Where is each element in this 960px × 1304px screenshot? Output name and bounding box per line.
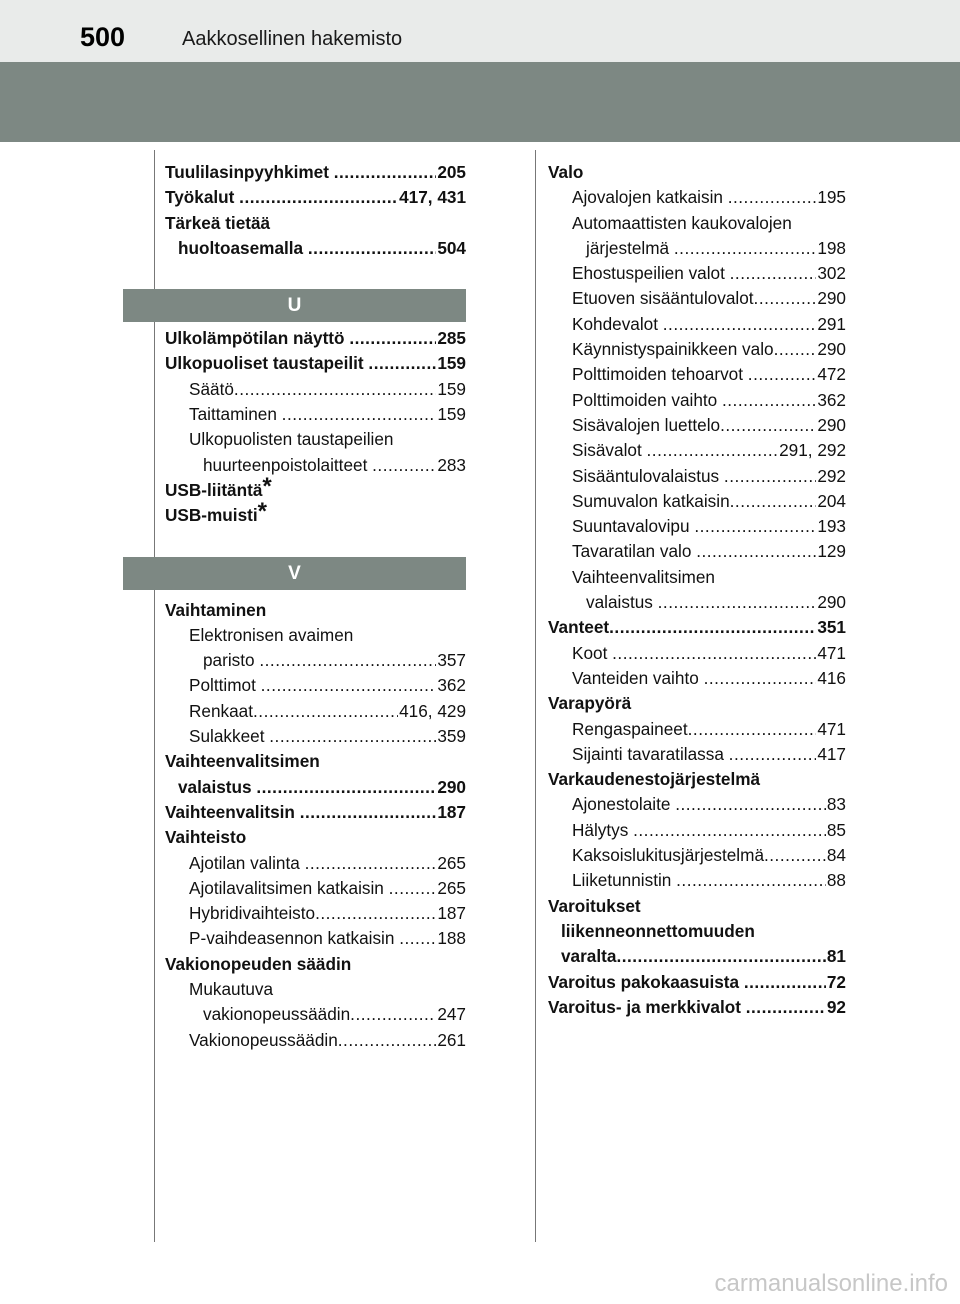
index-entry[interactable] xyxy=(548,565,846,590)
dot-leader xyxy=(253,699,398,724)
index-entry[interactable] xyxy=(165,598,466,623)
entry-text: Polttimoiden vaihto xyxy=(572,389,722,410)
dot-leader xyxy=(675,792,826,817)
dot-leader xyxy=(729,742,817,767)
entry-page-number: 290 xyxy=(437,776,466,797)
index-entry[interactable] xyxy=(165,1028,466,1053)
entry-page-number: 290 xyxy=(817,592,846,613)
index-entry[interactable] xyxy=(548,388,846,413)
index-entry[interactable] xyxy=(165,623,466,648)
entry-text: Vakionopeussäädin xyxy=(189,1029,338,1050)
entry-page-number: 504 xyxy=(437,237,466,258)
index-entry[interactable] xyxy=(548,236,846,261)
index-entry[interactable] xyxy=(165,901,466,926)
index-entry[interactable] xyxy=(165,648,466,673)
entry-text: Työkalut xyxy=(165,187,240,208)
entry-page-number: 285 xyxy=(437,328,466,349)
entries-t xyxy=(165,160,466,261)
index-entry[interactable] xyxy=(548,894,846,919)
entry-page-number: 283 xyxy=(437,454,466,475)
index-entry[interactable] xyxy=(548,489,846,514)
entry-text: Sijainti tavaratilassa xyxy=(572,743,729,764)
entry-text: Vaihteenvalitsimen xyxy=(572,566,715,587)
header-bar xyxy=(0,0,960,62)
entry-page-number: 357 xyxy=(437,650,466,671)
entry-text: Ulkopuoliset taustapeilit xyxy=(165,353,369,374)
entry-text: Polttimoiden tehoarvot xyxy=(572,364,748,385)
dot-leader xyxy=(764,843,826,868)
entry-text: valaistus xyxy=(178,776,257,797)
entry-page-number: 290 xyxy=(817,414,846,435)
index-entry[interactable] xyxy=(548,868,846,893)
index-column-left xyxy=(165,160,466,1053)
dot-leader xyxy=(259,648,436,673)
dot-leader xyxy=(389,876,437,901)
entry-text: Sisääntulovalaistus xyxy=(572,465,724,486)
entry-page-number: 292 xyxy=(817,465,846,486)
entry-page-number: 472 xyxy=(817,364,846,385)
index-entry[interactable] xyxy=(165,800,466,825)
entry-text: järjestelmä xyxy=(586,237,674,258)
index-entry[interactable] xyxy=(548,792,846,817)
entry-page-number: 290 xyxy=(817,339,846,360)
dot-leader xyxy=(676,868,826,893)
dot-leader xyxy=(720,413,816,438)
entry-page-number: 84 xyxy=(826,845,846,866)
entry-text: vakionopeussäädin xyxy=(203,1004,351,1025)
entry-page-number: 198 xyxy=(817,237,846,258)
index-entry[interactable] xyxy=(165,351,466,376)
entry-page-number: 265 xyxy=(437,877,466,898)
entry-page-number: 261 xyxy=(437,1029,466,1050)
entry-text: Sisävalot xyxy=(572,440,647,461)
entry-page-number: 265 xyxy=(437,852,466,873)
entry-text: Kohdevalot xyxy=(572,313,663,334)
entry-text: Varapyörä xyxy=(548,693,632,714)
entry-text: Vanteiden vaihto xyxy=(572,667,704,688)
dot-leader xyxy=(688,717,817,742)
entry-page-number: 81 xyxy=(826,946,846,967)
index-entry[interactable] xyxy=(548,286,846,311)
dot-leader xyxy=(334,160,437,185)
index-entry[interactable] xyxy=(165,724,466,749)
entry-text: Ehostuspeilien valot xyxy=(572,263,730,284)
index-entry[interactable] xyxy=(548,312,846,337)
index-entry[interactable] xyxy=(548,641,846,666)
index-entry[interactable] xyxy=(165,825,466,850)
dot-leader xyxy=(239,185,398,210)
index-entry[interactable] xyxy=(165,673,466,698)
index-entry[interactable] xyxy=(548,438,846,463)
watermark: carmanualsonline.info xyxy=(714,1270,948,1297)
index-entry[interactable] xyxy=(548,615,846,640)
entry-page-number: 290 xyxy=(817,288,846,309)
entry-page-number: 362 xyxy=(437,675,466,696)
entry-text: Tavaratilan valo xyxy=(572,541,697,562)
entry-page-number: 362 xyxy=(817,389,846,410)
dot-leader xyxy=(663,312,817,337)
entry-text: Varkaudenestojärjestelmä xyxy=(548,769,761,790)
index-entry[interactable] xyxy=(165,453,466,478)
index-column-right xyxy=(548,160,846,1020)
entry-page-number: 416, 429 xyxy=(399,700,466,721)
dot-leader xyxy=(256,775,436,800)
index-entry[interactable] xyxy=(165,876,466,901)
dot-leader xyxy=(305,851,437,876)
entry-text: Ajonestolaite xyxy=(572,794,676,815)
dot-leader xyxy=(350,1002,436,1027)
header-band xyxy=(0,62,960,142)
entry-page-number: 302 xyxy=(817,263,846,284)
entry-text: Tuulilasinpyyhkimet xyxy=(165,162,334,182)
index-entry[interactable] xyxy=(548,843,846,868)
dot-leader xyxy=(674,236,816,261)
entry-page-number: 83 xyxy=(826,794,846,815)
entry-text: huoltoasemalla xyxy=(178,237,308,258)
entry-text: Liiketunnistin xyxy=(572,870,677,891)
entry-text: P-vaihdeasennon katkaisin xyxy=(189,928,400,949)
dot-leader xyxy=(694,514,816,539)
entry-text: Vaihtaminen xyxy=(165,599,267,620)
dot-leader xyxy=(399,926,436,951)
index-entry[interactable] xyxy=(165,977,466,1002)
index-entry[interactable] xyxy=(548,464,846,489)
index-entry[interactable] xyxy=(165,926,466,951)
index-entry[interactable] xyxy=(548,691,846,716)
dot-leader xyxy=(315,901,436,926)
entry-text: varalta xyxy=(561,946,617,967)
entry-text: Mukautuva xyxy=(189,979,274,1000)
dot-leader xyxy=(261,673,437,698)
entry-text: Rengaspaineet xyxy=(572,718,688,739)
entry-text: Sisävalojen luettelo xyxy=(572,414,721,435)
entry-text: Säätö xyxy=(189,378,234,399)
entry-page-number: 72 xyxy=(826,971,846,992)
page-number: 500 xyxy=(80,22,126,52)
entry-page-number: 416 xyxy=(817,667,846,688)
index-entry[interactable] xyxy=(165,699,466,724)
entry-page-number: 204 xyxy=(817,490,846,511)
index-entry[interactable] xyxy=(548,970,846,995)
entry-page-number: 159 xyxy=(437,404,466,425)
entry-page-number: 291, 292 xyxy=(779,440,846,461)
entry-page-number: 129 xyxy=(817,541,846,562)
entry-page-number: 247 xyxy=(437,1004,466,1025)
index-entry[interactable] xyxy=(165,236,466,261)
dot-leader xyxy=(372,453,436,478)
dot-leader xyxy=(349,326,436,351)
entry-text: liikenneonnettomuuden xyxy=(561,920,755,941)
index-entry[interactable] xyxy=(548,767,846,792)
dot-leader xyxy=(730,489,817,514)
index-entry[interactable] xyxy=(548,160,846,185)
entry-page-number: 187 xyxy=(437,903,466,924)
entry-text: Ulkopuolisten taustapeilien xyxy=(189,429,394,450)
index-entry[interactable] xyxy=(165,952,466,977)
entry-page-number: 417 xyxy=(817,743,846,764)
dot-leader xyxy=(748,362,817,387)
entry-text: Polttimot xyxy=(189,675,261,696)
section-title: Aakkosellinen hakemisto xyxy=(182,28,403,50)
entry-page-number: 351 xyxy=(817,617,846,638)
entry-page-number: 205 xyxy=(437,162,466,182)
dot-leader xyxy=(696,539,816,564)
dot-leader xyxy=(746,995,826,1020)
index-entry[interactable] xyxy=(165,775,466,800)
index-entry[interactable] xyxy=(548,539,846,564)
index-entry[interactable] xyxy=(548,261,846,286)
entry-text: Ajovalojen katkaisin xyxy=(572,187,728,208)
entry-text: Suuntavalovipu xyxy=(572,516,695,537)
dot-leader xyxy=(368,351,436,376)
entry-text: Tärkeä tietää xyxy=(165,212,271,233)
entry-page-number: 291 xyxy=(817,313,846,334)
entry-page-number: 193 xyxy=(817,516,846,537)
entry-text: Vaihteisto xyxy=(165,827,247,848)
dot-leader xyxy=(234,377,436,402)
entry-text: Automaattisten kaukovalojen xyxy=(572,212,792,233)
entry-text: Taittaminen xyxy=(189,404,282,425)
entry-text: Sulakkeet xyxy=(189,726,270,747)
entry-page-number: 187 xyxy=(437,801,466,822)
index-entry[interactable] xyxy=(548,995,846,1020)
entry-text: Valo xyxy=(548,162,584,182)
entry-text: Ajotilan valinta xyxy=(189,852,305,873)
index-entry[interactable] xyxy=(548,211,846,236)
entry-text: Vanteet xyxy=(548,617,610,638)
index-entry[interactable] xyxy=(548,944,846,969)
dot-leader xyxy=(633,818,826,843)
index-entry[interactable] xyxy=(548,337,846,362)
index-entry[interactable] xyxy=(548,818,846,843)
dot-leader xyxy=(754,286,817,311)
dot-leader xyxy=(774,337,817,362)
entry-text: Ajotilavalitsimen katkaisin xyxy=(189,877,389,898)
entry-text: Vakionopeuden säädin xyxy=(165,953,352,974)
index-entry[interactable] xyxy=(548,717,846,742)
letter-header-v: V xyxy=(123,557,466,590)
index-entry[interactable] xyxy=(165,160,466,185)
dot-leader xyxy=(658,590,817,615)
dot-leader xyxy=(730,261,817,286)
entry-text: Ulkolämpötilan näyttö xyxy=(165,328,350,349)
index-entry[interactable] xyxy=(165,377,466,402)
entry-text: Varoitus pakokaasuista xyxy=(548,971,744,992)
index-entry[interactable] xyxy=(165,185,466,210)
entry-text: paristo xyxy=(203,650,260,671)
footnote-star: * xyxy=(262,472,272,500)
entry-text: Sumuvalon katkaisin xyxy=(572,490,730,511)
entry-text: Elektronisen avaimen xyxy=(189,624,354,645)
index-entry[interactable] xyxy=(548,362,846,387)
dot-leader xyxy=(704,666,817,691)
index-entry-usb-muisti[interactable] xyxy=(165,498,466,528)
right-column-rule xyxy=(535,150,536,1242)
index-entry[interactable] xyxy=(548,666,846,691)
dot-leader xyxy=(269,724,436,749)
footnote-star: * xyxy=(257,498,267,526)
entry-page-number: 85 xyxy=(826,819,846,840)
dot-leader xyxy=(300,800,437,825)
index-entry-usb-liitanta[interactable] xyxy=(165,472,466,503)
entries-v xyxy=(165,598,466,1053)
dot-leader xyxy=(308,236,436,261)
entry-page-number: 188 xyxy=(437,928,466,949)
dot-leader xyxy=(338,1028,437,1053)
index-entry[interactable] xyxy=(165,851,466,876)
entry-text: USB-muisti xyxy=(165,505,258,526)
entry-text: Vaihteenvalitsimen xyxy=(165,751,320,772)
index-entry[interactable] xyxy=(165,402,466,427)
entry-text: Varoitus- ja merkkivalot xyxy=(548,996,746,1017)
entry-page-number: 195 xyxy=(817,187,846,208)
letter-header-u: U xyxy=(123,289,466,322)
index-entry[interactable] xyxy=(548,413,846,438)
index-entry[interactable] xyxy=(548,742,846,767)
entry-text: Vaihteenvalitsin xyxy=(165,801,300,822)
index-entry[interactable] xyxy=(548,185,846,210)
entry-page-number: 159 xyxy=(437,353,466,374)
index-entry[interactable] xyxy=(548,590,846,615)
index-entry[interactable] xyxy=(548,514,846,539)
entry-text: Hälytys xyxy=(572,819,634,840)
entry-text: Koot xyxy=(572,642,613,663)
index-entry[interactable] xyxy=(165,211,466,236)
index-entry[interactable] xyxy=(548,919,846,944)
entry-text: Käynnistyspainikkeen valo xyxy=(572,339,774,360)
dot-leader xyxy=(609,615,816,640)
dot-leader xyxy=(724,464,816,489)
entry-page-number: 471 xyxy=(817,718,846,739)
entries-u xyxy=(165,326,466,478)
dot-leader xyxy=(722,388,816,413)
entry-page-number: 417, 431 xyxy=(399,187,466,208)
entry-text: Renkaat xyxy=(189,700,254,721)
entry-page-number: 159 xyxy=(437,378,466,399)
dot-leader xyxy=(616,944,825,969)
index-entry[interactable] xyxy=(165,1002,466,1027)
dot-leader xyxy=(744,970,826,995)
entry-page-number: 92 xyxy=(826,996,846,1017)
entries-right xyxy=(548,160,846,1020)
dot-leader xyxy=(612,641,816,666)
entry-text: Hybridivaihteisto xyxy=(189,903,316,924)
entry-text: huurteenpoistolaitteet xyxy=(203,454,373,475)
entry-text: Kaksoislukitusjärjestelmä xyxy=(572,845,764,866)
index-entry[interactable] xyxy=(165,326,466,351)
entry-text: USB-liitäntä xyxy=(165,479,263,500)
index-entry[interactable] xyxy=(165,749,466,774)
dot-leader xyxy=(647,438,779,463)
entry-text: valaistus xyxy=(586,592,658,613)
entry-text: Etuoven sisääntulovalot xyxy=(572,288,754,309)
entry-page-number: 471 xyxy=(817,642,846,663)
entry-page-number: 88 xyxy=(826,870,846,891)
dot-leader xyxy=(282,402,437,427)
entry-text: Varoitukset xyxy=(548,895,641,916)
dot-leader xyxy=(728,185,817,210)
index-entry[interactable] xyxy=(165,427,466,452)
entry-page-number: 359 xyxy=(437,726,466,747)
